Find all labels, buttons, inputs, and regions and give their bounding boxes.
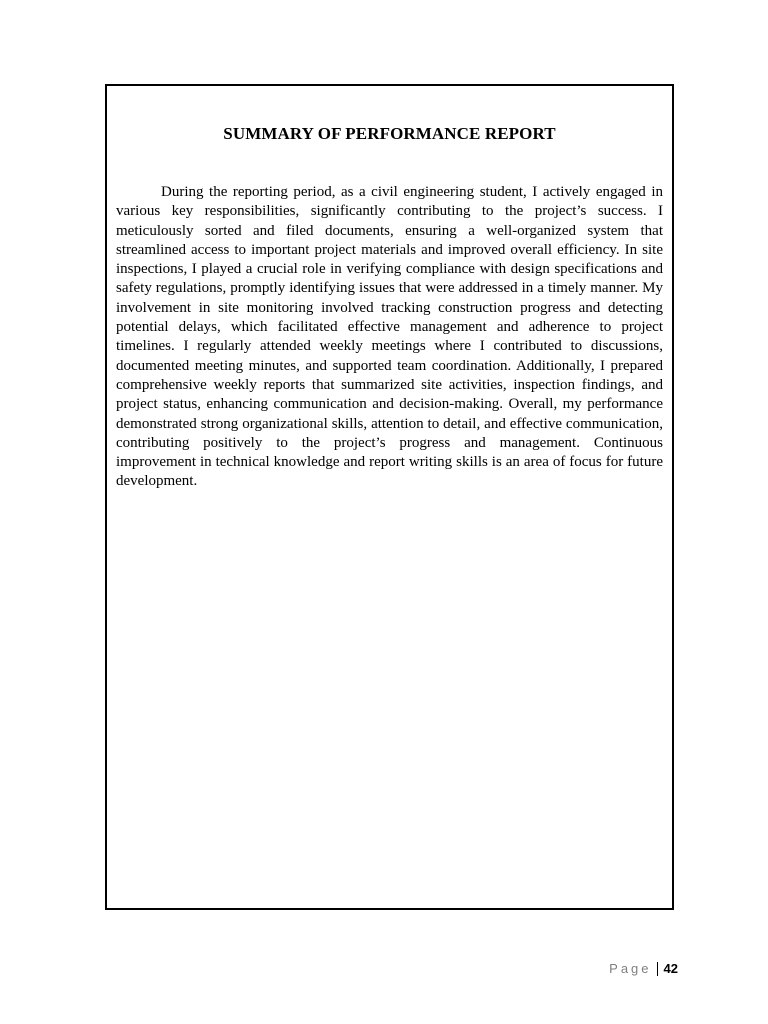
page-number: 42 bbox=[663, 961, 678, 976]
summary-paragraph: During the reporting period, as a civil engineering student, I actively engaged in various key responsibilities, significantly contributing to the project’s success. I meticulously sorted and filed documents, ensuring a well-organized system that streamlined access to important project materials and improved overall efficiency. In site inspections, I played a crucial role in verifying compliance with design specifications and safety regulations, promptly identifying issues that were addressed in a timely manner. My involvement in site monitoring involved tracking construction progress and detecting potential delays, which facilitated effective management and adherence to project timelines. I regularly attended weekly meetings where I contributed to discussions, documented meeting minutes, and supported team coordination. Additionally, I prepared comprehensive weekly reports that summarized site activities, inspection findings, and project status, enhancing communication and decision-making. Overall, my performance demonstrated strong organizational skills, attention to detail, and effective communication, contributing positively to the project’s progress and management. Continuous improvement in technical knowledge and report writing skills is an area of focus for future development. bbox=[116, 184, 663, 490]
page-border-frame bbox=[105, 84, 674, 910]
footer-divider bbox=[657, 962, 658, 976]
page-footer bbox=[609, 961, 678, 976]
report-title: SUMMARY OF PERFORMANCE REPORT bbox=[223, 124, 556, 143]
page-label: Page bbox=[609, 961, 652, 976]
